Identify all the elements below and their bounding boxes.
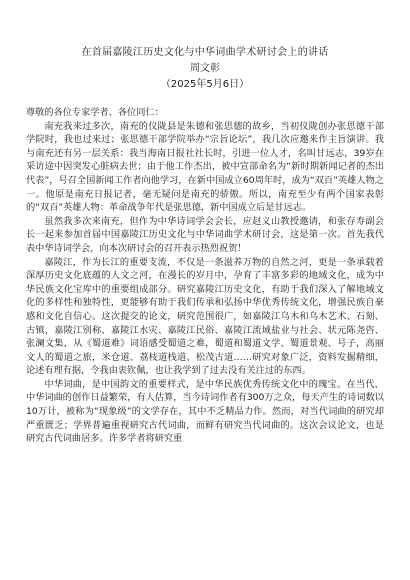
speech-date: （2025年5月6日）	[160, 79, 250, 90]
author-name: 周文彰	[190, 63, 220, 74]
paragraph: 嘉陵江，作为长江的重要支流，不仅是一条滋养万物的自然之河，更是一条承载着深厚历史文化底蕴的人文之河，在漫长的岁月中，孕育了丰富多彩的地域文化，成为中华民族文化宝库中的重要组成部分。研究嘉陵江历史文化，有助于我们深入了解地域文化的多样性和独特性，更能够有助于我们传承和弘扬中华优秀传统文化，增强民族自豪感和文化自信心。这次提交的论文，研究范围很广，如嘉陵江乌木和乌木艺术、石刻、古镇，嘉陵江别称、嘉陵江水灾、嘉陵江民俗、嘉陵江流域盐业与社会、状元陈尧咨、张澜文集，从《蜀道难》词语感受蜀道之难，蜀道和蜀道文学、蜀道景观、号子，高丽文人的蜀道之旅，米仓道、荔枝道栈道、松茂古道……研究对象广泛，资料发掘精细，论述有理有据，令我由衷钦佩，也让我学到了过去没有关注过的东西。	[26, 256, 384, 377]
paragraph: 中华词曲，是中国韵文的重要样式，是中华民族优秀传统文化中的瑰宝。在当代，中华词曲的创作日益繁荣，有人估算，当今诗词作者有300万之众，每天产生的诗词数以10万计，被称为“现象级”的文学存在，其中不乏精品力作。然而，对当代词曲的研究却严重匮乏；学界普遍重视研究古代词曲，而鲜有研究当代词曲的。这次会议论文，也是研究古代词曲居多。许多学者将研究重	[26, 378, 384, 445]
body-text	[26, 120, 384, 446]
paragraph: 虽然我多次来南充，但作为中华诗词学会会长，应赵义山教授邀请，和张存寿副会长一起来参加首届中国嘉陵江历史文化与中华词曲学术研讨会，这是第一次。首先我代表中华诗词学会，向本次研讨会的召开表示热烈祝贺！	[26, 215, 384, 254]
salutation: 尊敬的各位专家学者、各位同仁：	[26, 107, 164, 118]
paragraph: 南充我来过多次，南充的仪陇县是朱德和张思德的故乡，当初仪陇创办张思德干部学院时，我也过来过；张思德干部学院举办“宗旨论坛”，我几次应邀来作主旨演讲。我与南充还有另一层关系：我当海南日报社社长时，引进一位人才，名叫甘远志，39岁在采访途中因突发心脏病去世；由于他工作杰出，被中宣部命名为“新时期新闻记者的杰出代表”，号召全国新闻工作者向他学习，在新中国成立60周年时，成为“双百”英雄人物之一。他原是南充日报记者，毫无疑问是南充的骄傲。所以，南充至少有两个国家表彰的“双百”英雄人物：革命战争年代是张思德，新中国成立后是甘远志。	[26, 120, 384, 214]
header-block	[26, 46, 384, 92]
speech-title: 在首届嘉陵江历史文化与中华词曲学术研讨会上的讲话	[81, 47, 329, 58]
